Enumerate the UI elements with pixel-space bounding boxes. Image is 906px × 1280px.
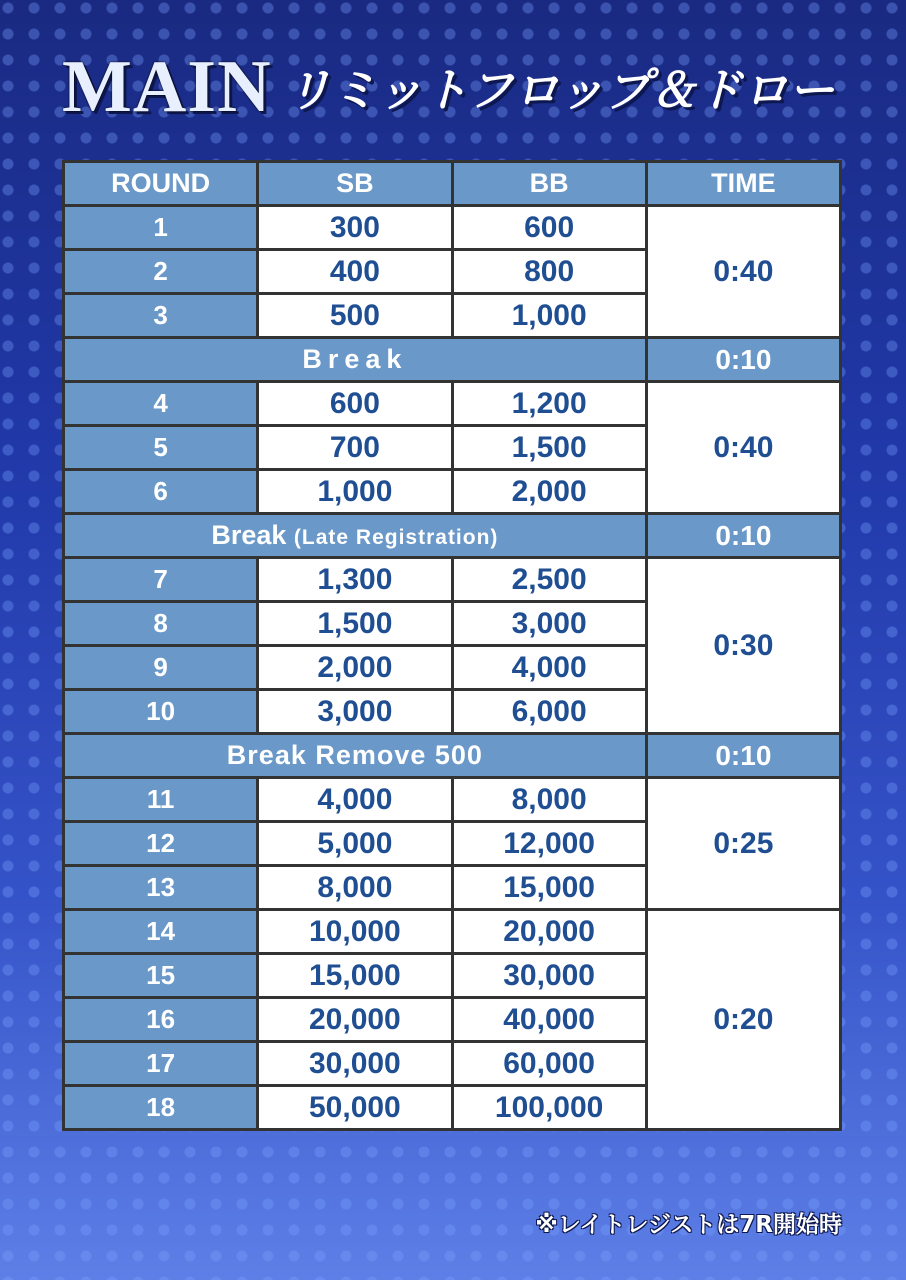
sb-cell: 5,000 — [258, 822, 452, 866]
bb-cell: 1,000 — [452, 294, 646, 338]
table-row — [64, 778, 841, 822]
bb-cell: 1,500 — [452, 426, 646, 470]
header-time: TIME — [646, 162, 840, 206]
bb-cell: 30,000 — [452, 954, 646, 998]
header-bb: BB — [452, 162, 646, 206]
round-cell: 8 — [64, 602, 258, 646]
table-row — [64, 382, 841, 426]
break-time: 0:10 — [646, 338, 840, 382]
round-cell: 15 — [64, 954, 258, 998]
level-time-cell: 0:40 — [646, 382, 840, 514]
sb-cell: 15,000 — [258, 954, 452, 998]
sb-cell: 700 — [258, 426, 452, 470]
break-row — [64, 514, 841, 558]
sb-cell: 300 — [258, 206, 452, 250]
title-main: MAIN — [62, 46, 272, 128]
bb-cell: 40,000 — [452, 998, 646, 1042]
round-cell: 12 — [64, 822, 258, 866]
round-cell: 13 — [64, 866, 258, 910]
sb-cell: 10,000 — [258, 910, 452, 954]
bb-cell: 4,000 — [452, 646, 646, 690]
round-cell: 2 — [64, 250, 258, 294]
break-time: 0:10 — [646, 514, 840, 558]
sb-cell: 20,000 — [258, 998, 452, 1042]
break-note: (Late Registration) — [293, 526, 499, 549]
bb-cell: 15,000 — [452, 866, 646, 910]
round-cell: 1 — [64, 206, 258, 250]
sb-cell: 600 — [258, 382, 452, 426]
bb-cell: 2,500 — [452, 558, 646, 602]
table-row — [64, 558, 841, 602]
round-cell: 7 — [64, 558, 258, 602]
break-time: 0:10 — [646, 734, 840, 778]
sb-cell: 3,000 — [258, 690, 452, 734]
footnote: ※レイトレジストは7R開始時 — [535, 1212, 842, 1238]
bb-cell: 2,000 — [452, 470, 646, 514]
level-time-cell: 0:40 — [646, 206, 840, 338]
break-row — [64, 734, 841, 778]
table-row — [64, 910, 841, 954]
bb-cell: 100,000 — [452, 1086, 646, 1130]
level-time-cell: 0:30 — [646, 558, 840, 734]
bb-cell: 3,000 — [452, 602, 646, 646]
round-cell: 14 — [64, 910, 258, 954]
break-label: Break (Late Registration) — [64, 514, 647, 558]
sb-cell: 30,000 — [258, 1042, 452, 1086]
round-cell: 5 — [64, 426, 258, 470]
break-row — [64, 338, 841, 382]
round-cell: 17 — [64, 1042, 258, 1086]
sb-cell: 1,300 — [258, 558, 452, 602]
round-cell: 11 — [64, 778, 258, 822]
break-label: Break — [64, 338, 647, 382]
sb-cell: 1,000 — [258, 470, 452, 514]
round-cell: 10 — [64, 690, 258, 734]
sb-cell: 8,000 — [258, 866, 452, 910]
header-round: ROUND — [64, 162, 258, 206]
sb-cell: 2,000 — [258, 646, 452, 690]
round-cell: 3 — [64, 294, 258, 338]
bb-cell: 1,200 — [452, 382, 646, 426]
page-title — [62, 44, 835, 128]
sb-cell: 4,000 — [258, 778, 452, 822]
sb-cell: 1,500 — [258, 602, 452, 646]
sb-cell: 50,000 — [258, 1086, 452, 1130]
bb-cell: 12,000 — [452, 822, 646, 866]
level-time-cell: 0:25 — [646, 778, 840, 910]
round-cell: 18 — [64, 1086, 258, 1130]
bb-cell: 800 — [452, 250, 646, 294]
round-cell: 9 — [64, 646, 258, 690]
round-cell: 16 — [64, 998, 258, 1042]
table-row — [64, 206, 841, 250]
sb-cell: 400 — [258, 250, 452, 294]
table-header-row — [64, 162, 841, 206]
bb-cell: 60,000 — [452, 1042, 646, 1086]
sb-cell: 500 — [258, 294, 452, 338]
bb-cell: 20,000 — [452, 910, 646, 954]
blind-structure-table — [62, 160, 842, 1131]
title-sub: リミットフロップ＆ドロー — [285, 63, 835, 117]
bb-cell: 6,000 — [452, 690, 646, 734]
round-cell: 6 — [64, 470, 258, 514]
round-cell: 4 — [64, 382, 258, 426]
bb-cell: 600 — [452, 206, 646, 250]
level-time-cell: 0:20 — [646, 910, 840, 1130]
break-label: Break Remove 500 — [64, 734, 647, 778]
header-sb: SB — [258, 162, 452, 206]
bb-cell: 8,000 — [452, 778, 646, 822]
